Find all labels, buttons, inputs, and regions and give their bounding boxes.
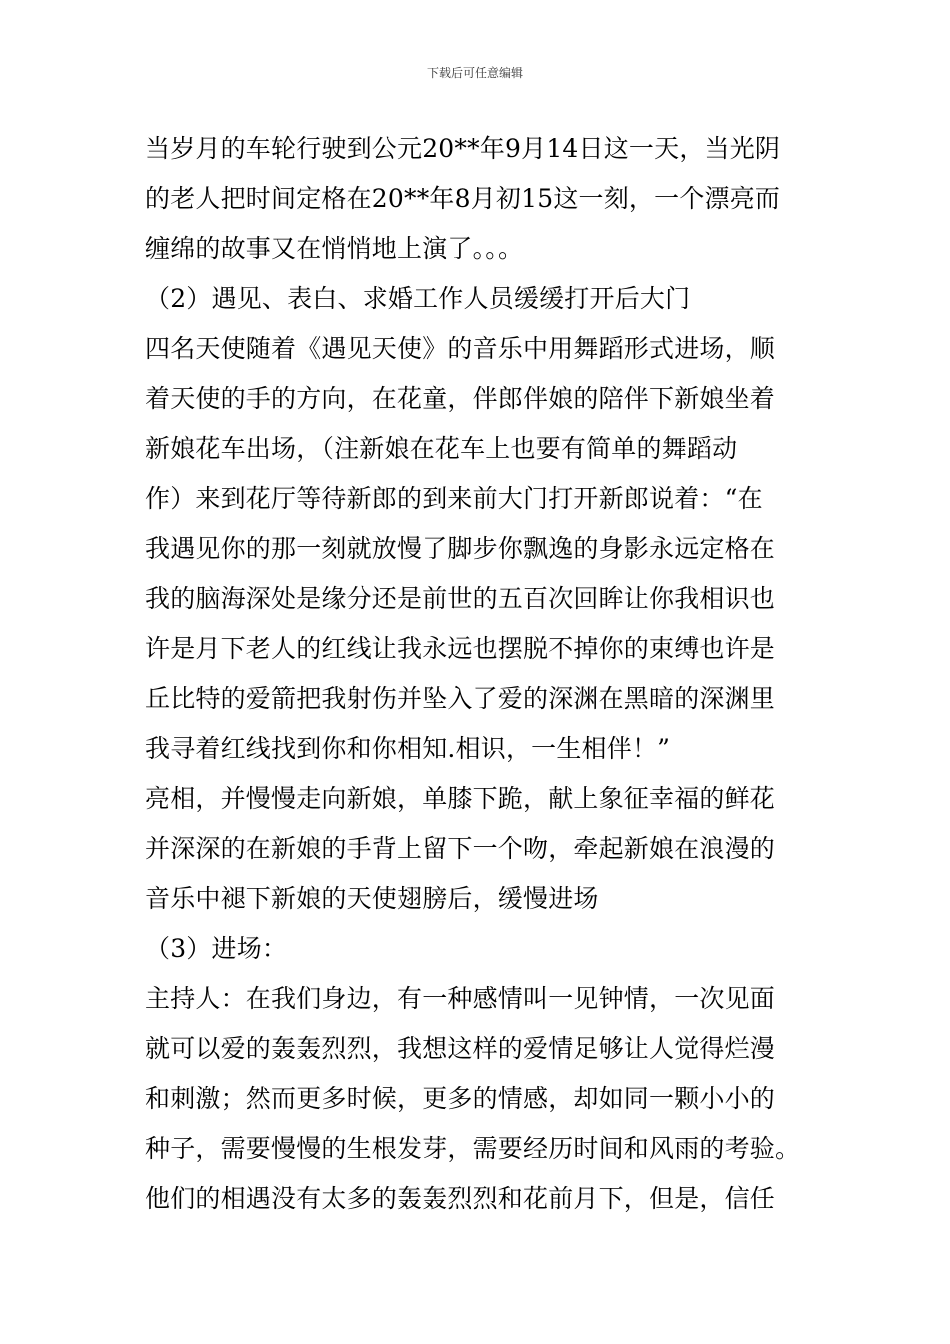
text-line-2: 的老人把时间定格在20**年8月初15这一刻，一个漂亮而 — [145, 184, 781, 213]
text-line-15: 并深深的在新娘的手背上留下一个吻，牵起新娘在浪漫的 — [145, 834, 776, 863]
text-line-22: 他们的相遇没有太多的轰轰烈烈和花前月下，但是，信任 — [145, 1184, 776, 1213]
document-body — [145, 124, 815, 1224]
section-heading-3: （3）进场： — [145, 934, 288, 963]
page-header: 下载后可任意编辑 — [426, 66, 523, 80]
text-line-16: 音乐中褪下新娘的天使翅膀后，缓慢进场 — [145, 884, 599, 913]
text-line-7: 新娘花车出场，（注新娘在花车上也要有简单的舞蹈动 — [145, 434, 738, 463]
section-heading-2: （2）遇见、表白、求婚工作人员缓缓打开后大门 — [145, 284, 691, 313]
text-line-1: 当岁月的车轮行驶到公元20**年9月14日这一天，当光阴 — [145, 134, 781, 163]
text-line-3: 缠绵的故事又在悄悄地上演了。。。 — [145, 234, 524, 263]
text-line-20: 和刺激；然而更多时候，更多的情感，却如同一颗小小的 — [145, 1084, 776, 1113]
text-line-6: 着天使的手的方向，在花童，伴郎伴娘的陪伴下新娘坐着 — [145, 384, 776, 413]
text-line-18: 主持人：在我们身边，有一种感情叫一见钟情，一次见面 — [145, 984, 776, 1013]
text-line-11: 许是月下老人的红线让我永远也摆脱不掉你的束缚也许是 — [145, 634, 776, 663]
text-line-19: 就可以爱的轰轰烈烈，我想这样的爱情足够让人觉得烂漫 — [145, 1034, 776, 1063]
text-line-10: 我的脑海深处是缘分还是前世的五百次回眸让你我相识也 — [145, 584, 776, 613]
text-line-8: 作）来到花厅等待新郎的到来前大门打开新郎说着：“在 — [145, 484, 763, 513]
text-line-5: 四名天使随着《遇见天使》的音乐中用舞蹈形式进场，顺 — [145, 334, 776, 363]
text-line-12: 丘比特的爱箭把我射伤并坠入了爱的深渊在黑暗的深渊里 — [145, 684, 776, 713]
text-line-14: 亮相，并慢慢走向新娘，单膝下跪，献上象征幸福的鲜花 — [145, 784, 776, 813]
text-line-13: 我寻着红线找到你和你相知.相识，一生相伴！” — [145, 734, 671, 763]
text-line-9: 我遇见你的那一刻就放慢了脚步你飘逸的身影永远定格在 — [145, 534, 776, 563]
text-line-21: 种子，需要慢慢的生根发芽，需要经历时间和风雨的考验。 — [145, 1134, 801, 1163]
